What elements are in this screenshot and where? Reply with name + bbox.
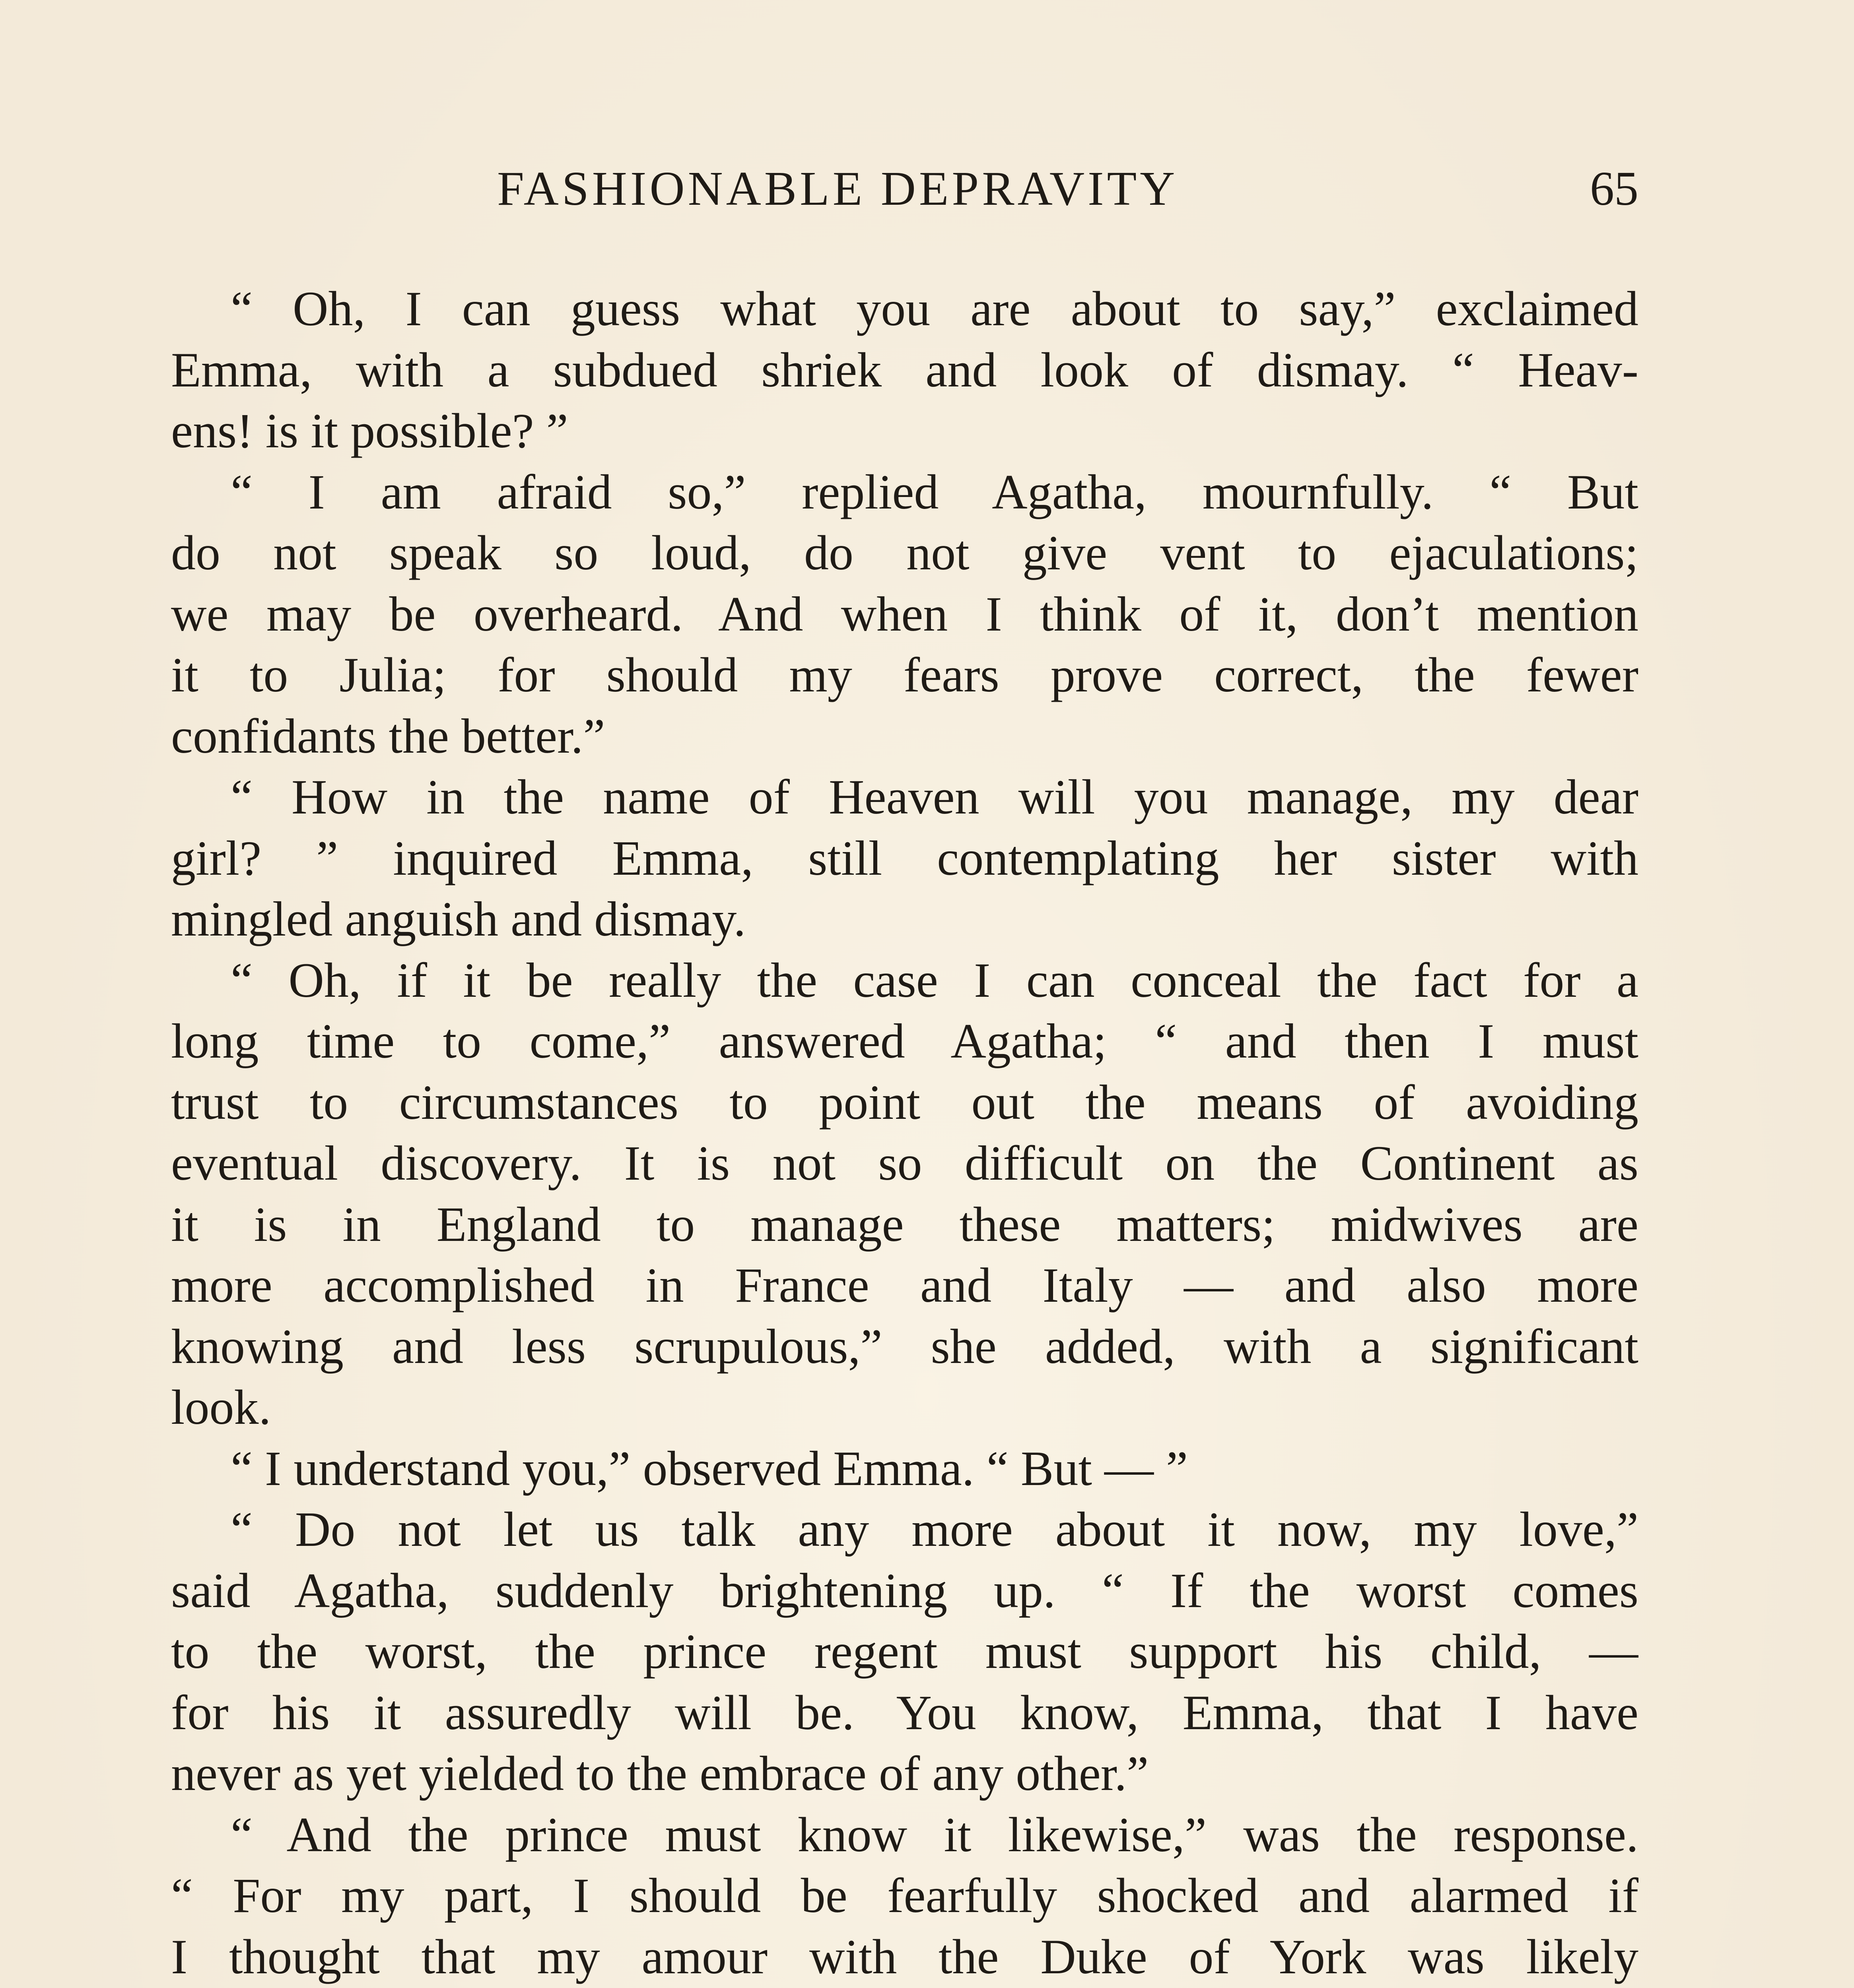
- text-line: “ I understand you,” observed Emma. “ But — ”: [231, 1441, 1188, 1496]
- text-line: eventual discovery. It is not so difficult on the Continent as: [171, 1136, 1638, 1190]
- text-line: it to Julia; for should my fears prove correct, the fewer: [171, 648, 1638, 702]
- text-line: said Agatha, suddenly brightening up. “ If the worst comes: [171, 1563, 1638, 1618]
- running-title: FASHIONABLE DEPRAVITY: [497, 162, 1178, 215]
- text-line: girl? ” inquired Emma, still contemplating her sister with: [171, 831, 1638, 885]
- text-line: do not speak so loud, do not give vent to ejaculations;: [171, 526, 1638, 580]
- text-line: mingled anguish and dismay.: [171, 892, 746, 946]
- running-head: [171, 159, 1638, 219]
- text-line: trust to circumstances to point out the means of avoiding: [171, 1075, 1638, 1130]
- text-line: it is in England to manage these matters; midwives are: [171, 1197, 1638, 1252]
- text-line: long time to come,” answered Agatha; “ and then I must: [171, 1014, 1638, 1068]
- text-line: look.: [171, 1380, 271, 1435]
- text-line: “ How in the name of Heaven will you manage, my dear: [231, 770, 1638, 824]
- text-line: more accomplished in France and Italy — and also more: [171, 1258, 1638, 1312]
- text-line: Emma, with a subdued shriek and look of dismay. “ Heav-: [171, 342, 1638, 397]
- text-line: “ For my part, I should be fearfully shocked and alarmed if: [171, 1868, 1638, 1923]
- text-line: “ Do not let us talk any more about it now, my love,”: [231, 1502, 1638, 1557]
- body-text: [171, 278, 1638, 1988]
- text-line: knowing and less scrupulous,” she added, with a significant: [171, 1319, 1638, 1374]
- text-line: “ Oh, if it be really the case I can conceal the fact for a: [231, 953, 1638, 1008]
- text-line: we may be overheard. And when I think of it, don’t mention: [171, 586, 1638, 641]
- text-line: to the worst, the prince regent must support his child, —: [171, 1624, 1638, 1679]
- text-line: never as yet yielded to the embrace of any other.”: [171, 1746, 1149, 1801]
- text-line: “ And the prince must know it likewise,” was the response.: [231, 1807, 1638, 1862]
- text-line: I thought that my amour with the Duke of York was likely: [171, 1929, 1638, 1984]
- text-line: for his it assuredly will be. You know, Emma, that I have: [171, 1685, 1638, 1740]
- text-line: ens! is it possible? ”: [171, 404, 568, 458]
- text-line: “ I am afraid so,” replied Agatha, mournfully. “ But: [231, 464, 1638, 519]
- page-number: 65: [1590, 162, 1638, 215]
- text-line: “ Oh, I can guess what you are about to say,” exclaimed: [231, 282, 1638, 336]
- text-line: confidants the better.”: [171, 709, 605, 763]
